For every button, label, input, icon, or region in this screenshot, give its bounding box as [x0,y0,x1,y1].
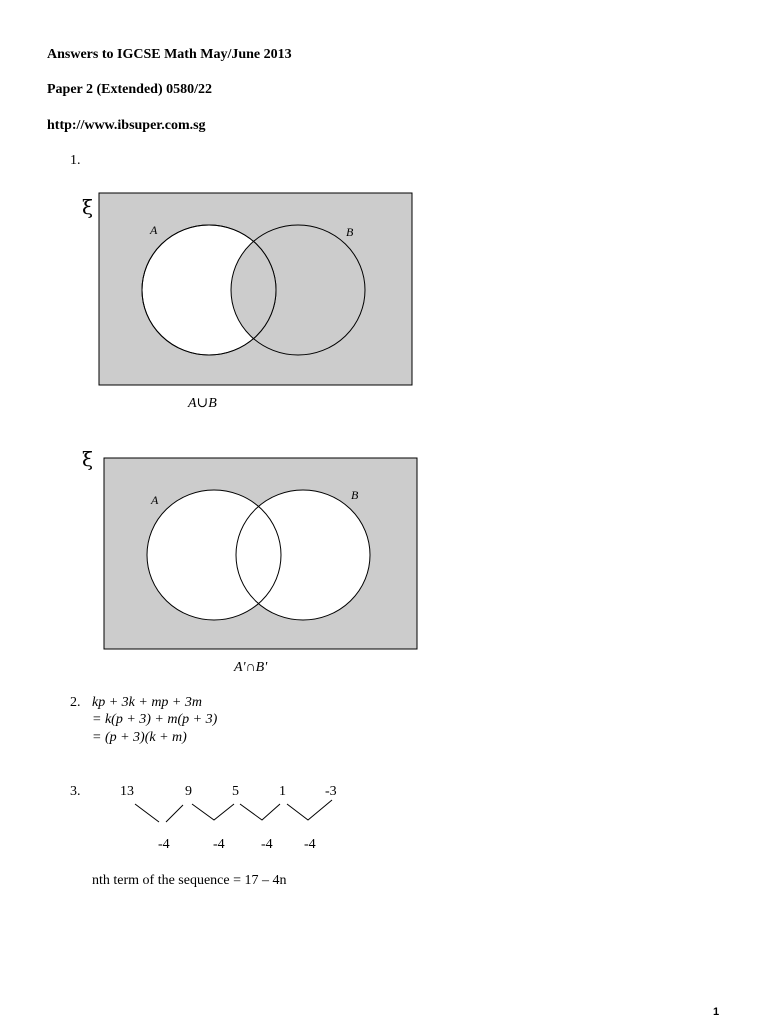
q2-line-1: kp + 3k + mp + 3m [92,695,202,710]
q2-line-2: = k(p + 3) + m(p + 3) [92,712,218,727]
universal-set-symbol-2: ξ [82,447,94,471]
question-1-number: 1. [70,153,81,168]
question-3-number: 3. [70,784,81,799]
sequence-term-1: 13 [120,784,134,799]
sequence-term-3: 5 [232,784,239,799]
difference-1: -4 [158,837,170,852]
diff-line-5 [287,800,332,820]
nth-term-statement: nth term of the sequence = 17 – 4n [92,873,287,888]
diff-line-3 [192,804,234,820]
sequence-term-4: 1 [279,784,286,799]
q2-line-3: = (p + 3)(k + m) [92,730,187,745]
venn2-label-a: A [151,493,159,507]
difference-2: -4 [213,837,225,852]
difference-4: -4 [304,837,316,852]
difference-3: -4 [261,837,273,852]
document-title: Answers to IGCSE Math May/June 2013 [47,47,292,62]
question-2-number: 2. [70,695,81,710]
venn2-caption: A'∩B' [234,660,268,675]
diff-line-2 [166,805,183,822]
venn1-caption: A∪B [188,396,217,411]
venn1-label-b: B [346,225,354,239]
sequence-term-5: -3 [325,784,337,799]
venn2-label-b: B [351,488,359,502]
sequence-term-2: 9 [185,784,192,799]
diff-line-4 [240,804,280,820]
diff-line-1 [135,804,159,822]
source-url[interactable]: http://www.ibsuper.com.sg [47,118,206,133]
paper-code: Paper 2 (Extended) 0580/22 [47,82,213,97]
venn1-label-a: A [150,223,158,237]
page-number: 1 [713,1006,720,1018]
universal-set-symbol-1: ξ [82,195,94,219]
